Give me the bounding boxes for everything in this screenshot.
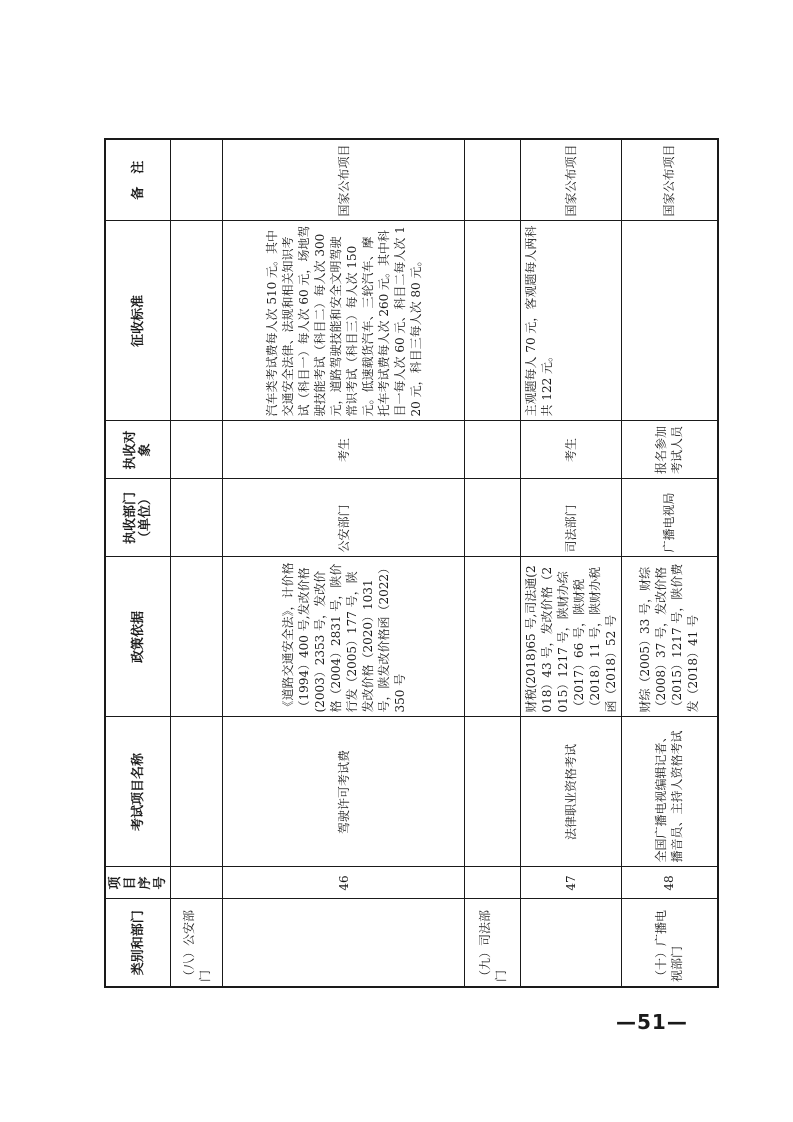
- header-row: [105, 139, 171, 987]
- header-policy: 政策依据: [105, 557, 171, 717]
- policy-cell: 财税(2018)65 号,司法通(2018）43 号，发改价格（2015）1217 号，陕财办综（2017）66 号，陕财税（2018）11 号，陕财办税函（2018）52 号: [521, 557, 622, 717]
- empty-cell: [223, 899, 465, 987]
- empty-cell: [171, 717, 223, 867]
- empty-cell: [171, 479, 223, 557]
- table-row: [171, 139, 223, 987]
- category-cell: （九）司法部门: [465, 899, 521, 987]
- table-row: [465, 139, 521, 987]
- dept-cell: 司法部门: [521, 479, 622, 557]
- seq-cell: 46: [223, 867, 465, 899]
- empty-cell: [171, 221, 223, 421]
- target-cell: 考生: [223, 421, 465, 479]
- dept-cell: 公安部门: [223, 479, 465, 557]
- header-name: 考试项目名称: [105, 717, 171, 867]
- policy-cell: 财综（2005）33 号，财综（2008）37 号，发改价格（2015）1217 号，陕价费发（2018）41 号: [622, 557, 718, 717]
- name-cell: 全国广播电视编辑记者、播音员、主持人资格考试: [622, 717, 718, 867]
- empty-cell: [171, 557, 223, 717]
- empty-cell: [465, 557, 521, 717]
- empty-cell: [465, 139, 521, 221]
- empty-cell: [465, 717, 521, 867]
- empty-cell: [171, 139, 223, 221]
- header-remark: 备 注: [105, 139, 171, 221]
- rotated-table-page: [104, 140, 701, 988]
- page-number: —51—: [616, 1010, 688, 1034]
- fee-table: [104, 138, 719, 988]
- header-seq: 项目序号: [105, 867, 171, 899]
- dept-cell: 广播电视局: [622, 479, 718, 557]
- table-row: [521, 139, 622, 987]
- remark-cell: 国家公布项目: [223, 139, 465, 221]
- empty-cell: [171, 867, 223, 899]
- name-cell: 驾驶许可考试费: [223, 717, 465, 867]
- standard-cell: 主观题每人 70 元，客观题每人两科共 122 元。: [521, 221, 622, 421]
- seq-cell: 47: [521, 867, 622, 899]
- header-target: 执收对象: [105, 421, 171, 479]
- target-cell: 报名参加考试人员: [622, 421, 718, 479]
- remark-cell: 国家公布项目: [521, 139, 622, 221]
- empty-cell: [465, 421, 521, 479]
- standard-cell: [622, 221, 718, 421]
- category-cell: （八）公安部门: [171, 899, 223, 987]
- table-row: [622, 139, 718, 987]
- empty-cell: [465, 479, 521, 557]
- name-cell: 法律职业资格考试: [521, 717, 622, 867]
- category-cell: （十）广播电视部门: [622, 899, 718, 987]
- empty-cell: [465, 867, 521, 899]
- target-cell: 考生: [521, 421, 622, 479]
- header-category: 类别和部门: [105, 899, 171, 987]
- empty-cell: [465, 221, 521, 421]
- remark-cell: 国家公布项目: [622, 139, 718, 221]
- header-dept: 执收部门（单位）: [105, 479, 171, 557]
- policy-cell: 《道路交通安全法》，计价格（1994）400 号,发改价格(2003）2353 号，发改价格（2004）2831 号，陕价行发（2005）177 号，陕发改价格（2020）1031 号，陕发改价格函（2022）350 号: [223, 557, 465, 717]
- seq-cell: 48: [622, 867, 718, 899]
- standard-cell: 汽车类考试费每人次 510 元。其中交通安全法律、法规和相关知识考试（科目一）每人次 60 元，场地驾驶技能考试（科目二）每人次 300 元，道路驾驶技能和安全文明驾驶常识考试（科目三）每人次 150 元。低速载货汽车、三轮汽车、摩托车考试费每人次 260 元。其中科目一每人次 60 元、科目二每人次 120 元，科目三每人次 80 元。: [223, 221, 465, 421]
- empty-cell: [171, 421, 223, 479]
- table-row: [223, 139, 465, 987]
- header-standard: 征收标准: [105, 221, 171, 421]
- empty-cell: [521, 899, 622, 987]
